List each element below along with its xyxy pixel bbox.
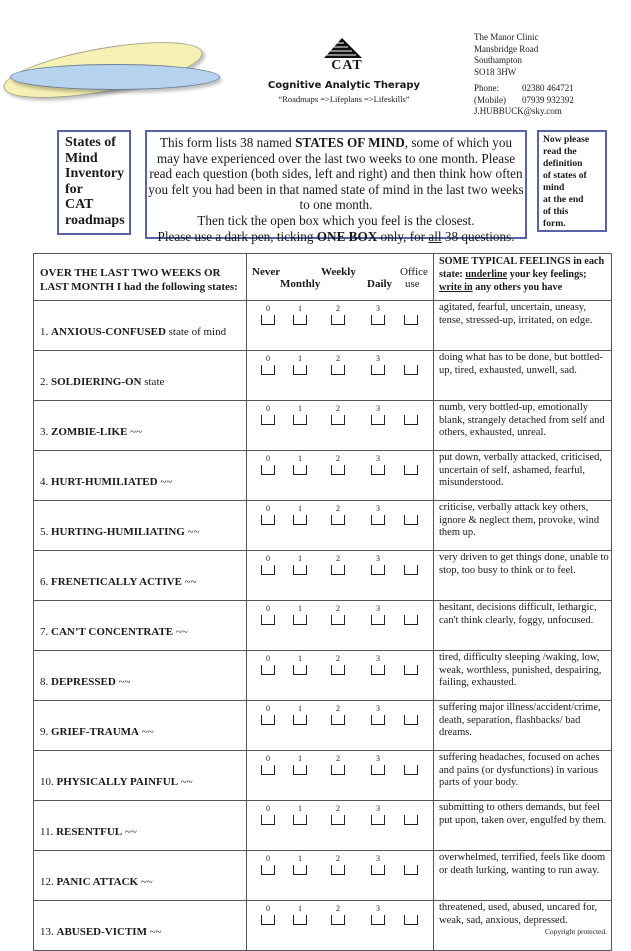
tick-box[interactable] (371, 865, 385, 875)
note-line: of this (543, 206, 569, 217)
title-line: roadmaps (65, 212, 125, 228)
scale-number: 0 (266, 404, 270, 413)
frequency-option (367, 354, 389, 375)
frequency-checkboxes (247, 301, 434, 351)
scale-number: 1 (298, 754, 302, 763)
frequency-option (289, 454, 311, 475)
frequency-checkboxes (247, 451, 434, 501)
tick-box[interactable] (293, 865, 307, 875)
scale-number: 1 (298, 904, 302, 913)
tick-box[interactable] (261, 815, 275, 825)
instructions-tick-line: Then tick the open box which you feel is the closest. (197, 212, 475, 228)
note-line: read the (543, 146, 577, 157)
state-name: 2. SOLDIERING-ON state (34, 351, 247, 401)
scale-number: 2 (336, 304, 340, 313)
office-use-box[interactable] (404, 515, 418, 525)
address-line: Southampton (474, 55, 523, 65)
tick-box[interactable] (293, 415, 307, 425)
contact-details (474, 83, 574, 118)
definition-note-box (537, 130, 607, 232)
logo-ellipse-blue (10, 64, 220, 90)
tick-box[interactable] (261, 915, 275, 925)
scale-number (400, 504, 422, 513)
frequency-option (257, 404, 279, 425)
cat-triangle-logo-icon (322, 38, 362, 58)
tick-box[interactable] (331, 465, 345, 475)
tick-box[interactable] (371, 815, 385, 825)
scale-number (400, 404, 422, 413)
scale-number: 0 (266, 304, 270, 313)
title-line: CAT (65, 197, 94, 212)
typical-feelings: suffering headaches, focused on aches and pains (or dysfunctions) in various parts of your body. (434, 751, 612, 801)
states-of-mind-table (33, 253, 612, 951)
scale-number: 1 (298, 304, 302, 313)
tick-box[interactable] (331, 715, 345, 725)
scale-number (400, 354, 422, 363)
typical-feelings: hesitant, decisions difficult, lethargic, can't think clearly, foggy, unfocused. (434, 601, 612, 651)
tick-box[interactable] (293, 765, 307, 775)
states-column-header: OVER THE LAST TWO WEEKS OR LAST MONTH I had the following states: (34, 254, 247, 301)
tick-box[interactable] (293, 615, 307, 625)
frequency-option (327, 754, 349, 775)
frequency-option (367, 754, 389, 775)
frequency-option (289, 504, 311, 525)
scale-number: 3 (376, 504, 380, 513)
scale-number: 1 (298, 454, 302, 463)
frequency-option (327, 554, 349, 575)
office-use-box[interactable] (404, 865, 418, 875)
table-row (34, 851, 612, 901)
scale-number: 2 (336, 754, 340, 763)
state-name: 9. GRIEF-TRAUMA ~~ (34, 701, 247, 751)
scale-number: 0 (266, 854, 270, 863)
org-tagline: “Roadmaps =>Lifeplans =>Lifeskills” (278, 94, 410, 104)
scale-number: 1 (298, 404, 302, 413)
frequency-option (257, 754, 279, 775)
phone-number: 02380 464721 (522, 83, 574, 93)
state-name: 3. ZOMBIE-LIKE ~~ (34, 401, 247, 451)
tick-box[interactable] (331, 365, 345, 375)
scale-number: 0 (266, 604, 270, 613)
table-row (34, 901, 612, 951)
frequency-option (289, 304, 311, 325)
tick-box[interactable] (371, 515, 385, 525)
tick-box[interactable] (261, 465, 275, 475)
note-line: definition (543, 158, 583, 169)
frequency-option (367, 804, 389, 825)
form-title-box (57, 130, 131, 235)
frequency-option (367, 454, 389, 475)
header-monthly: Monthly (280, 278, 321, 290)
scale-number (400, 704, 422, 713)
scale-number: 0 (266, 554, 270, 563)
tick-box[interactable] (293, 665, 307, 675)
office-use-option (400, 454, 422, 475)
frequency-option (327, 704, 349, 725)
frequency-option (367, 854, 389, 875)
frequency-option (289, 354, 311, 375)
scale-number: 1 (298, 704, 302, 713)
tick-box[interactable] (331, 315, 345, 325)
frequency-option (327, 404, 349, 425)
table-row (34, 701, 612, 751)
typical-feelings: suffering major illness/accident/crime, death, separation, flashbacks/ bad dreams. (434, 701, 612, 751)
table-row (34, 351, 612, 401)
frequency-option (367, 654, 389, 675)
frequency-option (257, 654, 279, 675)
typical-feelings: criticise, verbally attack key others, ignore & neglect them, provoke, wind them up. (434, 501, 612, 551)
address-line: SO18 3HW (474, 66, 517, 77)
header-office: Office (400, 266, 428, 278)
scale-number: 3 (376, 404, 380, 413)
tick-box[interactable] (293, 715, 307, 725)
frequency-option (257, 854, 279, 875)
scale-number: 0 (266, 454, 270, 463)
frequency-checkboxes (247, 751, 434, 801)
tick-box[interactable] (261, 565, 275, 575)
office-use-box[interactable] (404, 665, 418, 675)
state-name: 10. PHYSICALLY PAINFUL ~~ (34, 751, 247, 801)
table-row (34, 601, 612, 651)
frequency-option (327, 504, 349, 525)
scale-number: 0 (266, 904, 270, 913)
scale-number: 3 (376, 354, 380, 363)
frequency-option (367, 304, 389, 325)
table-row (34, 401, 612, 451)
office-use-box[interactable] (404, 415, 418, 425)
scale-number: 2 (336, 354, 340, 363)
scale-number: 2 (336, 654, 340, 663)
tick-box[interactable] (371, 315, 385, 325)
tick-box[interactable] (261, 715, 275, 725)
frequency-option (327, 854, 349, 875)
scale-number (400, 754, 422, 763)
tick-box[interactable] (331, 865, 345, 875)
tick-box[interactable] (371, 715, 385, 725)
scale-number: 3 (376, 304, 380, 313)
state-name: 7. CAN’T CONCENTRATE ~~ (34, 601, 247, 651)
typical-feelings: very driven to get things done, unable to stop, too busy to think or to feel. (434, 551, 612, 601)
table-row (34, 751, 612, 801)
office-use-option (400, 654, 422, 675)
scale-number: 3 (376, 804, 380, 813)
table-row (34, 651, 612, 701)
instructions-box (145, 130, 527, 244)
frequency-option (327, 654, 349, 675)
scale-number: 0 (266, 804, 270, 813)
tick-box[interactable] (331, 815, 345, 825)
frequency-checkboxes (247, 601, 434, 651)
office-use-option (400, 754, 422, 775)
tick-box[interactable] (331, 415, 345, 425)
office-use-option (400, 854, 422, 875)
frequency-checkboxes (247, 901, 434, 951)
frequency-option (289, 554, 311, 575)
scale-number: 1 (298, 554, 302, 563)
scale-number (400, 604, 422, 613)
table-row (34, 801, 612, 851)
typical-feelings: threatened, used, abused, uncared for, weak, sad, anxious, depressed. Copyright protected. (434, 901, 612, 951)
tick-box[interactable] (371, 415, 385, 425)
office-use-box[interactable] (404, 565, 418, 575)
office-use-option (400, 604, 422, 625)
scale-number: 2 (336, 904, 340, 913)
tick-box[interactable] (261, 515, 275, 525)
frequency-checkboxes (247, 401, 434, 451)
frequency-option (327, 804, 349, 825)
tick-box[interactable] (371, 365, 385, 375)
scale-number: 2 (336, 504, 340, 513)
tick-box[interactable] (293, 915, 307, 925)
office-use-box[interactable] (404, 365, 418, 375)
scale-number: 2 (336, 604, 340, 613)
scale-number (400, 654, 422, 663)
scale-number (400, 454, 422, 463)
office-use-box[interactable] (404, 315, 418, 325)
note-line: of states of (543, 170, 587, 181)
state-name: 11. RESENTFUL ~~ (34, 801, 247, 851)
tick-box[interactable] (331, 515, 345, 525)
scale-number: 1 (298, 354, 302, 363)
scale-number: 3 (376, 704, 380, 713)
frequency-option (327, 904, 349, 925)
tick-box[interactable] (331, 765, 345, 775)
state-name: 1. ANXIOUS-CONFUSED state of mind (34, 301, 247, 351)
state-name: 8. DEPRESSED ~~ (34, 651, 247, 701)
tick-box[interactable] (371, 665, 385, 675)
title-line: Inventory (65, 166, 125, 181)
typical-feelings: tired, difficulty sleeping /waking, low, weak, worthless, punished, despairing, failing, exhausted. (434, 651, 612, 701)
scale-number (400, 304, 422, 313)
note-line: at the end (543, 194, 584, 205)
state-name: 12. PANIC ATTACK ~~ (34, 851, 247, 901)
scale-number: 1 (298, 804, 302, 813)
tick-box[interactable] (293, 315, 307, 325)
frequency-option (367, 504, 389, 525)
frequency-option (367, 704, 389, 725)
scale-number: 3 (376, 604, 380, 613)
tick-box[interactable] (261, 615, 275, 625)
frequency-column-header (247, 254, 434, 301)
typical-feelings: agitated, fearful, uncertain, uneasy, tense, stressed-up, irritated, on edge. (434, 301, 612, 351)
frequency-option (289, 704, 311, 725)
tick-box[interactable] (261, 765, 275, 775)
scale-number (400, 854, 422, 863)
tick-box[interactable] (293, 565, 307, 575)
typical-feelings: put down, verbally attacked, criticised, uncertain of self, ashamed, fearful, misunderstood. (434, 451, 612, 501)
frequency-option (367, 904, 389, 925)
typical-feelings: doing what has to be done, but bottled-up, tired, exhausted, unwell, sad. (434, 351, 612, 401)
state-name: 13. ABUSED-VICTIM ~~ (34, 901, 247, 951)
frequency-option (257, 804, 279, 825)
table-row (34, 301, 612, 351)
title-line: Mind (65, 150, 98, 166)
frequency-option (327, 604, 349, 625)
scale-number: 2 (336, 404, 340, 413)
tick-box[interactable] (261, 315, 275, 325)
address-line: Mansbridge Road (474, 43, 539, 54)
scale-number: 0 (266, 654, 270, 663)
frequency-checkboxes (247, 701, 434, 751)
office-use-option (400, 554, 422, 575)
tick-box[interactable] (261, 865, 275, 875)
state-name: 5. HURTING-HUMILIATING ~~ (34, 501, 247, 551)
header-daily: Daily (367, 278, 393, 290)
frequency-checkboxes (247, 801, 434, 851)
state-name: 6. FRENETICALLY ACTIVE ~~ (34, 551, 247, 601)
title-line: for (65, 181, 83, 197)
table-header-row (34, 254, 612, 301)
instructions-pen-line: Please use a dark pen, ticking ONE BOX only, for all 38 questions. (157, 228, 515, 244)
title-line: States of (65, 135, 116, 150)
note-line: Now please (543, 134, 590, 145)
scale-number: 1 (298, 604, 302, 613)
address-line: The Manor Clinic (474, 32, 539, 42)
frequency-checkboxes (247, 651, 434, 701)
tick-box[interactable] (371, 915, 385, 925)
frequency-option (257, 904, 279, 925)
tick-box[interactable] (371, 465, 385, 475)
scale-number: 3 (376, 854, 380, 863)
instructions-paragraph: This form lists 38 named STATES OF MIND, some of which you may have experienced over the last two weeks to one month. Please read each question (both sides, left and right) and then think how often you felt you had been in that named state of mind in the last two weeks to one month. (148, 135, 524, 213)
scale-number: 2 (336, 804, 340, 813)
mobile-label: (Mobile) (474, 94, 506, 105)
scale-number: 0 (266, 354, 270, 363)
tick-box[interactable] (261, 365, 275, 375)
office-use-box[interactable] (404, 465, 418, 475)
frequency-option (367, 604, 389, 625)
frequency-option (289, 854, 311, 875)
tick-box[interactable] (331, 565, 345, 575)
scale-number: 3 (376, 454, 380, 463)
office-use-option (400, 504, 422, 525)
office-use-option (400, 904, 422, 925)
logo-text: CAT (331, 58, 363, 73)
tick-box[interactable] (293, 465, 307, 475)
scale-number: 0 (266, 754, 270, 763)
scale-number: 3 (376, 904, 380, 913)
frequency-option (257, 604, 279, 625)
phone-label: Phone: (474, 83, 500, 93)
scale-number (400, 904, 422, 913)
clinic-address (474, 32, 539, 78)
tick-box[interactable] (331, 915, 345, 925)
note-line: form. (543, 218, 566, 229)
scale-number: 3 (376, 654, 380, 663)
frequency-option (257, 554, 279, 575)
frequency-option (289, 804, 311, 825)
scale-number: 1 (298, 854, 302, 863)
frequency-option (327, 354, 349, 375)
frequency-checkboxes (247, 351, 434, 401)
frequency-option (257, 504, 279, 525)
frequency-option (289, 604, 311, 625)
scale-number: 3 (376, 554, 380, 563)
tick-box[interactable] (371, 565, 385, 575)
scale-number: 2 (336, 454, 340, 463)
frequency-option (289, 904, 311, 925)
frequency-option (327, 454, 349, 475)
tick-box[interactable] (331, 615, 345, 625)
note-line: mind (543, 182, 565, 193)
frequency-option (367, 404, 389, 425)
mobile-number: 07939 932392 (522, 94, 574, 105)
frequency-checkboxes (247, 551, 434, 601)
header-weekly: Weekly (321, 266, 356, 278)
scale-number (400, 554, 422, 563)
tick-box[interactable] (293, 515, 307, 525)
tick-box[interactable] (293, 815, 307, 825)
frequency-option (257, 454, 279, 475)
table-row (34, 501, 612, 551)
header-never: Never (252, 266, 281, 278)
email-address: J.HUBBUCK@sky.com (474, 106, 562, 116)
scale-number: 0 (266, 704, 270, 713)
tick-box[interactable] (293, 365, 307, 375)
table-row (34, 451, 612, 501)
frequency-option (257, 354, 279, 375)
scale-number (400, 804, 422, 813)
office-use-option (400, 304, 422, 325)
scale-number: 3 (376, 754, 380, 763)
frequency-option (289, 404, 311, 425)
office-use-box[interactable] (404, 765, 418, 775)
frequency-option (257, 704, 279, 725)
feelings-column-header: SOME TYPICAL FEELINGS in each state: underline your key feelings; write in any others you have (434, 254, 612, 301)
scale-number: 1 (298, 654, 302, 663)
office-use-option (400, 704, 422, 725)
office-use-option (400, 804, 422, 825)
frequency-option (327, 304, 349, 325)
office-use-box[interactable] (404, 915, 418, 925)
office-use-box[interactable] (404, 815, 418, 825)
org-title: Cognitive Analytic Therapy (267, 80, 421, 91)
scale-number: 2 (336, 554, 340, 563)
tick-box[interactable] (371, 615, 385, 625)
frequency-checkboxes (247, 851, 434, 901)
typical-feelings: submitting to others demands, but feel put upon, taken over, engulfed by them. (434, 801, 612, 851)
copyright-notice: Copyright protected. (544, 927, 607, 936)
office-use-option (400, 354, 422, 375)
tick-box[interactable] (371, 765, 385, 775)
tick-box[interactable] (261, 415, 275, 425)
typical-feelings: overwhelmed, terrified, feels like doom or death lurking, wanting to run away. (434, 851, 612, 901)
tick-box[interactable] (331, 665, 345, 675)
header-office-use: use (405, 278, 420, 290)
office-use-option (400, 404, 422, 425)
scale-number: 2 (336, 704, 340, 713)
frequency-option (289, 654, 311, 675)
scale-number: 0 (266, 504, 270, 513)
office-use-box[interactable] (404, 715, 418, 725)
scale-number: 2 (336, 854, 340, 863)
scale-number: 1 (298, 504, 302, 513)
tick-box[interactable] (261, 665, 275, 675)
office-use-box[interactable] (404, 615, 418, 625)
frequency-option (367, 554, 389, 575)
state-name: 4. HURT-HUMILIATED ~~ (34, 451, 247, 501)
typical-feelings: numb, very bottled-up, emotionally blank, strangely detached from self and others, exhausted, unreal. (434, 401, 612, 451)
table-row (34, 551, 612, 601)
frequency-checkboxes (247, 501, 434, 551)
frequency-option (257, 304, 279, 325)
frequency-option (289, 754, 311, 775)
